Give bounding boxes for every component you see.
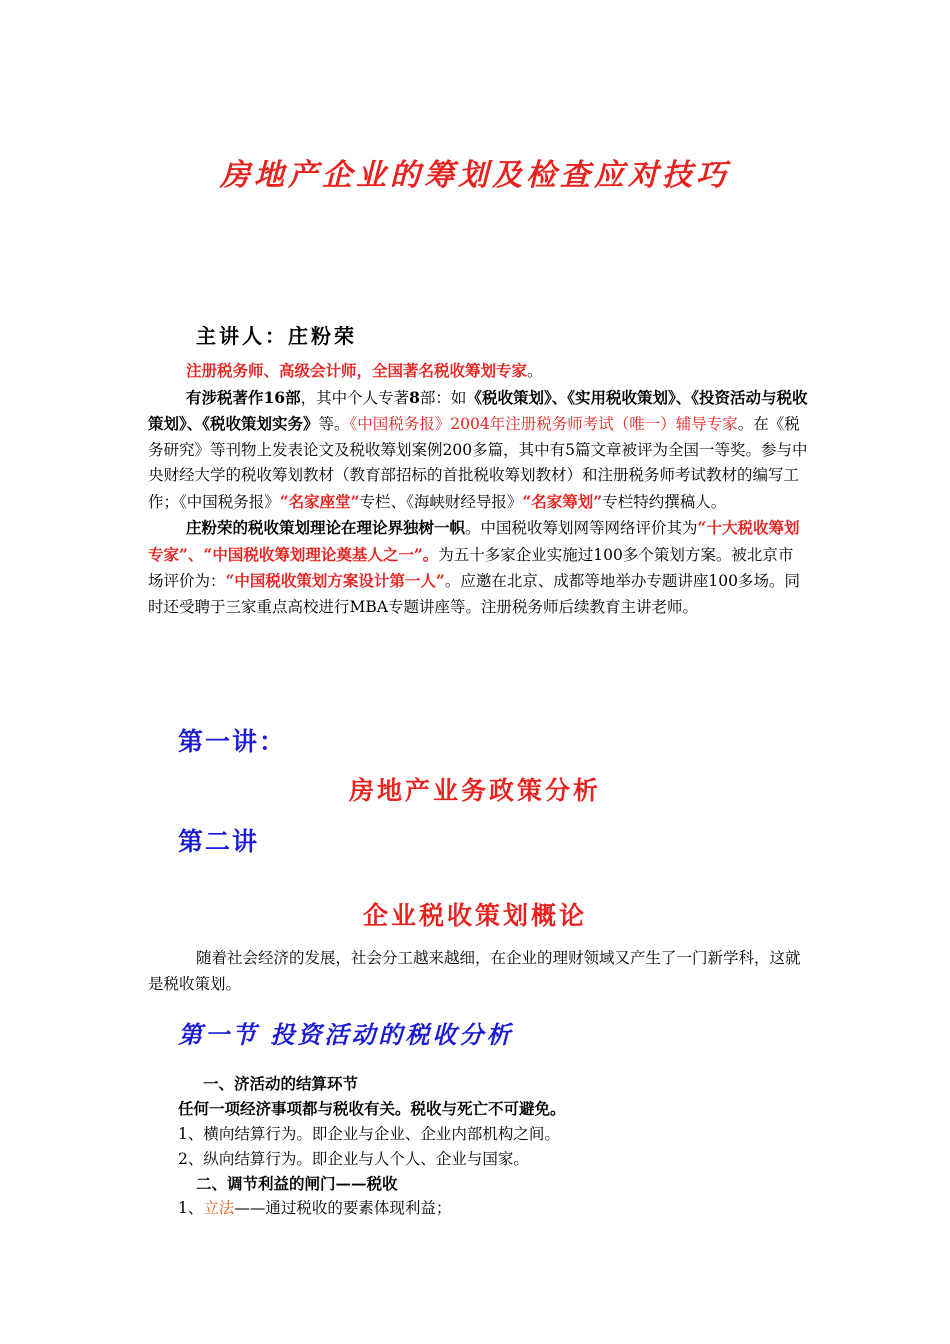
column-name-1: “名家座堂” xyxy=(279,491,360,511)
list-item-legislation: 1、立法——通过税收的要素体现利益； xyxy=(178,1199,452,1217)
lecture-2-label: 第二讲 xyxy=(178,827,260,856)
book-list: 《税收策划》、《实用税收策划》、《投资活动与税收策划》、《税收策划实务》 xyxy=(148,387,808,433)
bio-credentials: 注册税务师、高级会计师，全国著名税收筹划专家 xyxy=(186,361,528,380)
bio-paragraph-1: 有涉税著作16部，其中个人专著8部：如《税收策划》、《实用税收策划》、《投资活动与税收策划》、《税收策划实务》等。《中国税务报》2004年注册税务师考试（唯一）辅导专家。在《税务研究》等刊物上发表论文及税收筹划案例200多篇，其中有5篇文章被评为全国一等奖。参与中央财经大学的税收筹划教材（教育部招标的首批税收筹划教材）和注册税务师考试教材的编写工作；《中国税务报》“名家座堂”专栏、《海峡财经导报》“名家筹划”专栏特约撰稿人。 xyxy=(148,387,808,511)
heading-1: 一、济活动的结算环节 xyxy=(203,1074,359,1093)
statement-line: 任何一项经济事项都与税收有关。税收与死亡不可避免。 xyxy=(178,1099,566,1118)
lecture-1-label: 第一讲： xyxy=(178,727,287,756)
award-titles: “十大税收筹划专家”、“中国税收筹划理论奠基人之一”。 xyxy=(148,518,800,564)
tax-news-highlight: 《中国税务报》2004年注册税务师考试（唯一）辅导专家 xyxy=(349,415,738,433)
intro-paragraph: 随着社会经济的发展，社会分工越来越细，在企业的理财领域又产生了一门新学科，这就是税收策划。 xyxy=(148,949,801,993)
list-item: 1、横向结算行为。即企业与企业、企业内部机构之间。 xyxy=(178,1125,560,1143)
speaker-name: 主讲人：庄粉荣 xyxy=(196,324,357,348)
bio-headline: 注册税务师、高级会计师，全国著名税收筹划专家。 xyxy=(186,361,543,380)
heading-2: 二、调节利益的闸门——税收 xyxy=(196,1174,398,1193)
bio-paragraph-2: 庄粉荣的税收策划理论在理论界独树一帜。中国税收筹划网等网络评价其为“十大税收筹划专家”、“中国税收筹划理论奠基人之一”。为五十多家企业实施过100多个策划方案。被北京市场评价为：“中国税收策划方案设计第一人”。应邀在北京、成都等地举办专题讲座100多场。同时还受聘于三家重点高校进行MBA专题讲座等。注册税务师后续教育主讲老师。 xyxy=(148,518,800,616)
market-evaluation: “中国税收策划方案设计第一人” xyxy=(225,571,445,590)
column-name-2: “名家筹划” xyxy=(522,491,603,511)
list-item: 2、纵向结算行为。即企业与人个人、企业与国家。 xyxy=(178,1150,529,1168)
bio-block xyxy=(148,358,808,620)
section-heading: 第一节 投资活动的税收分析 xyxy=(178,1020,514,1049)
legislation-keyword: 立法 xyxy=(203,1199,235,1217)
document-title: 房地产企业的筹划及检查应对技巧 xyxy=(220,158,730,193)
lecture-1-topic: 房地产业务政策分析 xyxy=(348,776,601,805)
lecture-2-topic: 企业税收策划概论 xyxy=(362,901,587,930)
